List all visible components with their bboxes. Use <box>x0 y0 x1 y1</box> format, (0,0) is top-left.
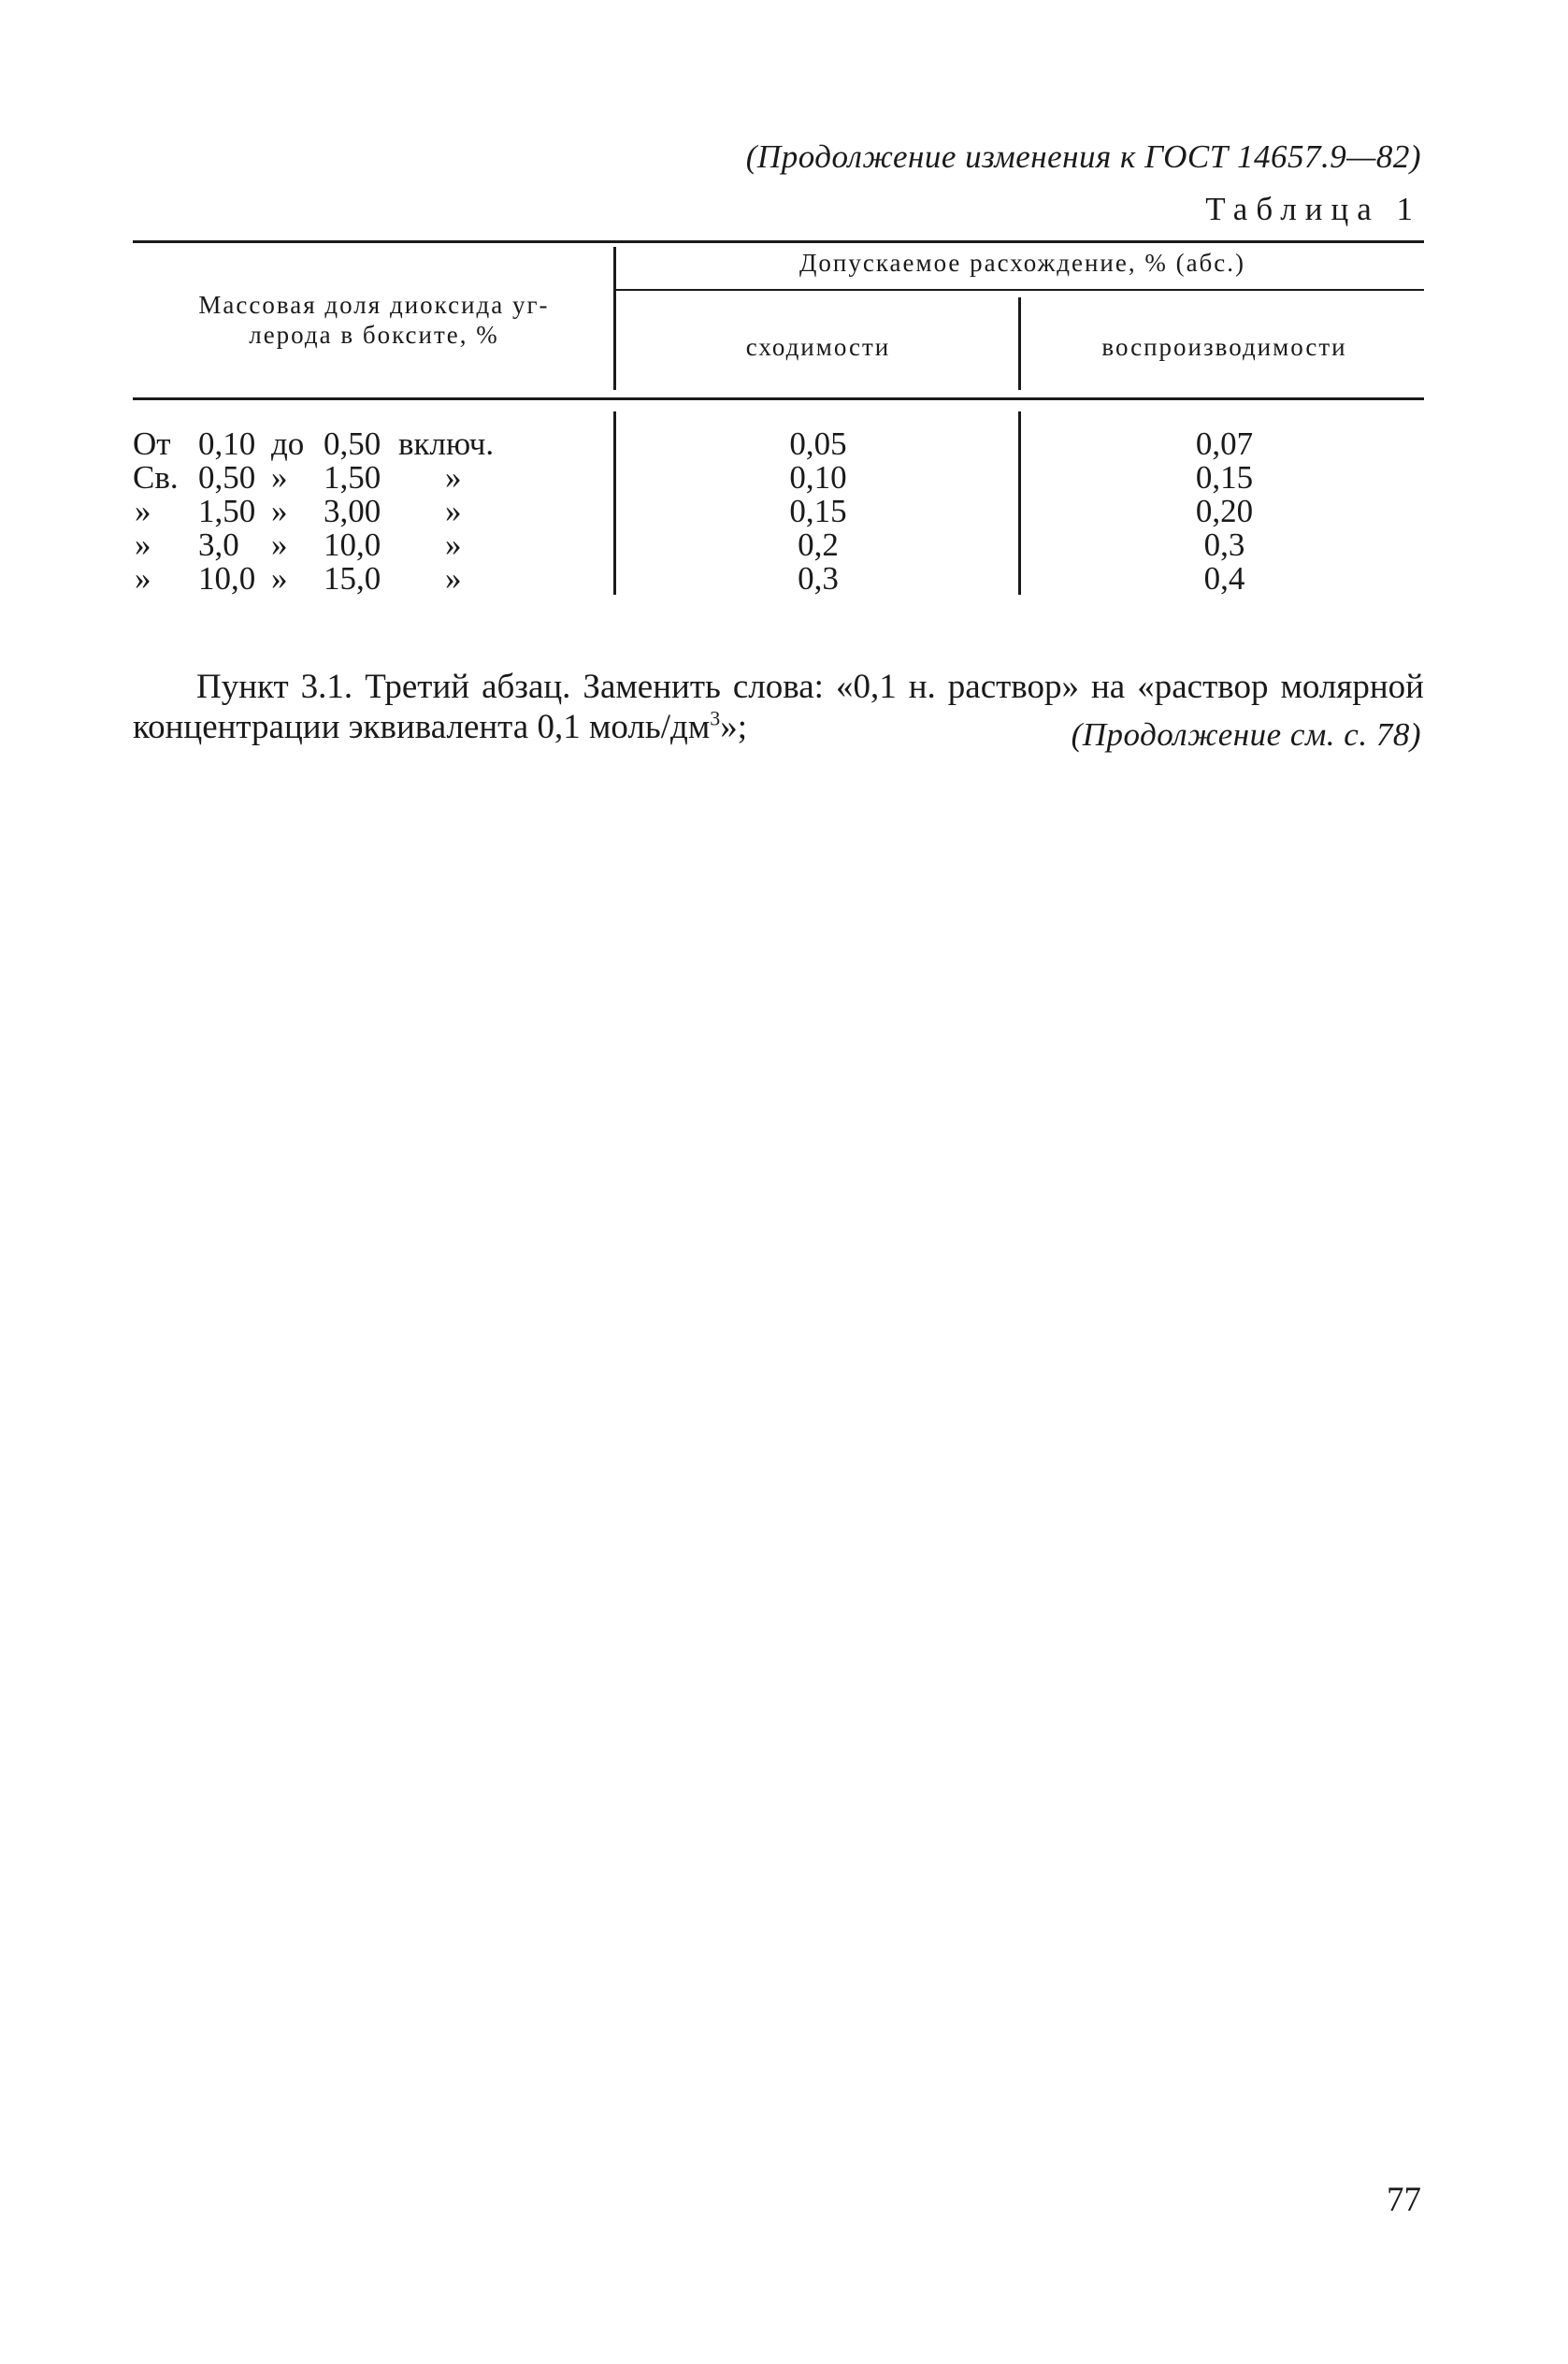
row-range-suffix: » <box>445 560 462 597</box>
row-reproducibility: 0,3 <box>1203 526 1245 563</box>
row-prefix: » <box>135 526 151 563</box>
row-range-suffix: » <box>445 526 462 563</box>
row-convergence: 0,10 <box>789 459 847 496</box>
row-prefix: » <box>135 560 151 597</box>
row-reproducibility: 0,20 <box>1195 493 1254 529</box>
row-range-to: 3,00 <box>324 493 381 529</box>
table-column-divider-2 <box>1018 297 1021 390</box>
row-convergence: 0,2 <box>798 526 839 563</box>
table-top-rule <box>133 240 1424 243</box>
row-range-separator: » <box>271 526 288 563</box>
row-range-separator: до <box>271 425 305 462</box>
continuation-note-footer: (Продолжение см. с. 78) <box>1071 716 1421 753</box>
column-header-reproducibility: воспроизводимости <box>1101 333 1347 361</box>
page-number: 77 <box>1387 2181 1421 2219</box>
row-prefix: От <box>133 425 171 462</box>
table-group-rule <box>615 289 1424 291</box>
row-prefix: Св. <box>133 459 179 496</box>
row-range-suffix: включ. <box>398 425 495 462</box>
row-range-separator: » <box>271 459 288 496</box>
row-range-to: 15,0 <box>324 560 381 597</box>
row-range-to: 10,0 <box>324 526 381 563</box>
row-reproducibility: 0,15 <box>1195 459 1254 496</box>
row-reproducibility: 0,07 <box>1195 425 1254 462</box>
row-range-from: 0,10 <box>198 425 256 462</box>
table-column-divider-1 <box>613 247 616 390</box>
row-range-from: 3,0 <box>198 526 239 563</box>
table-column-divider-2-body <box>1018 411 1021 595</box>
column-header-convergence: сходимости <box>745 333 891 361</box>
row-convergence: 0,15 <box>789 493 847 529</box>
row-range-to: 0,50 <box>324 425 381 462</box>
amendment-text-end: »; <box>720 708 748 746</box>
row-convergence: 0,05 <box>789 425 847 462</box>
amendment-text: Пункт 3.1. Третий абзац. Заменить слова: «0,1 н. раствор» на «раствор молярной концентрации эквивалента 0,1 моль/дм <box>133 668 1424 746</box>
row-range-separator: » <box>271 493 288 529</box>
row-range-separator: » <box>271 560 288 597</box>
row-range-suffix: » <box>445 493 462 529</box>
row-reproducibility: 0,4 <box>1203 560 1245 597</box>
row-range-from: 10,0 <box>198 560 256 597</box>
row-range-from: 1,50 <box>198 493 256 529</box>
row-range-suffix: » <box>445 459 462 496</box>
continuation-note-header: (Продолжение изменения к ГОСТ 14657.9—82) <box>745 138 1421 175</box>
table-label: Таблица 1 <box>1205 191 1421 227</box>
column-header-mass-fraction: Массовая доля диоксида уг- лерода в боксите, % <box>198 291 550 349</box>
table-column-divider-1-body <box>613 411 616 595</box>
row-range-to: 1,50 <box>324 459 381 496</box>
table-header-bottom-rule <box>133 397 1424 400</box>
column-group-header-deviation: Допускаемое расхождение, % (абс.) <box>798 249 1246 277</box>
row-convergence: 0,3 <box>798 560 839 597</box>
row-prefix: » <box>135 493 151 529</box>
row-range-from: 0,50 <box>198 459 256 496</box>
superscript-exponent: 3 <box>710 706 721 730</box>
